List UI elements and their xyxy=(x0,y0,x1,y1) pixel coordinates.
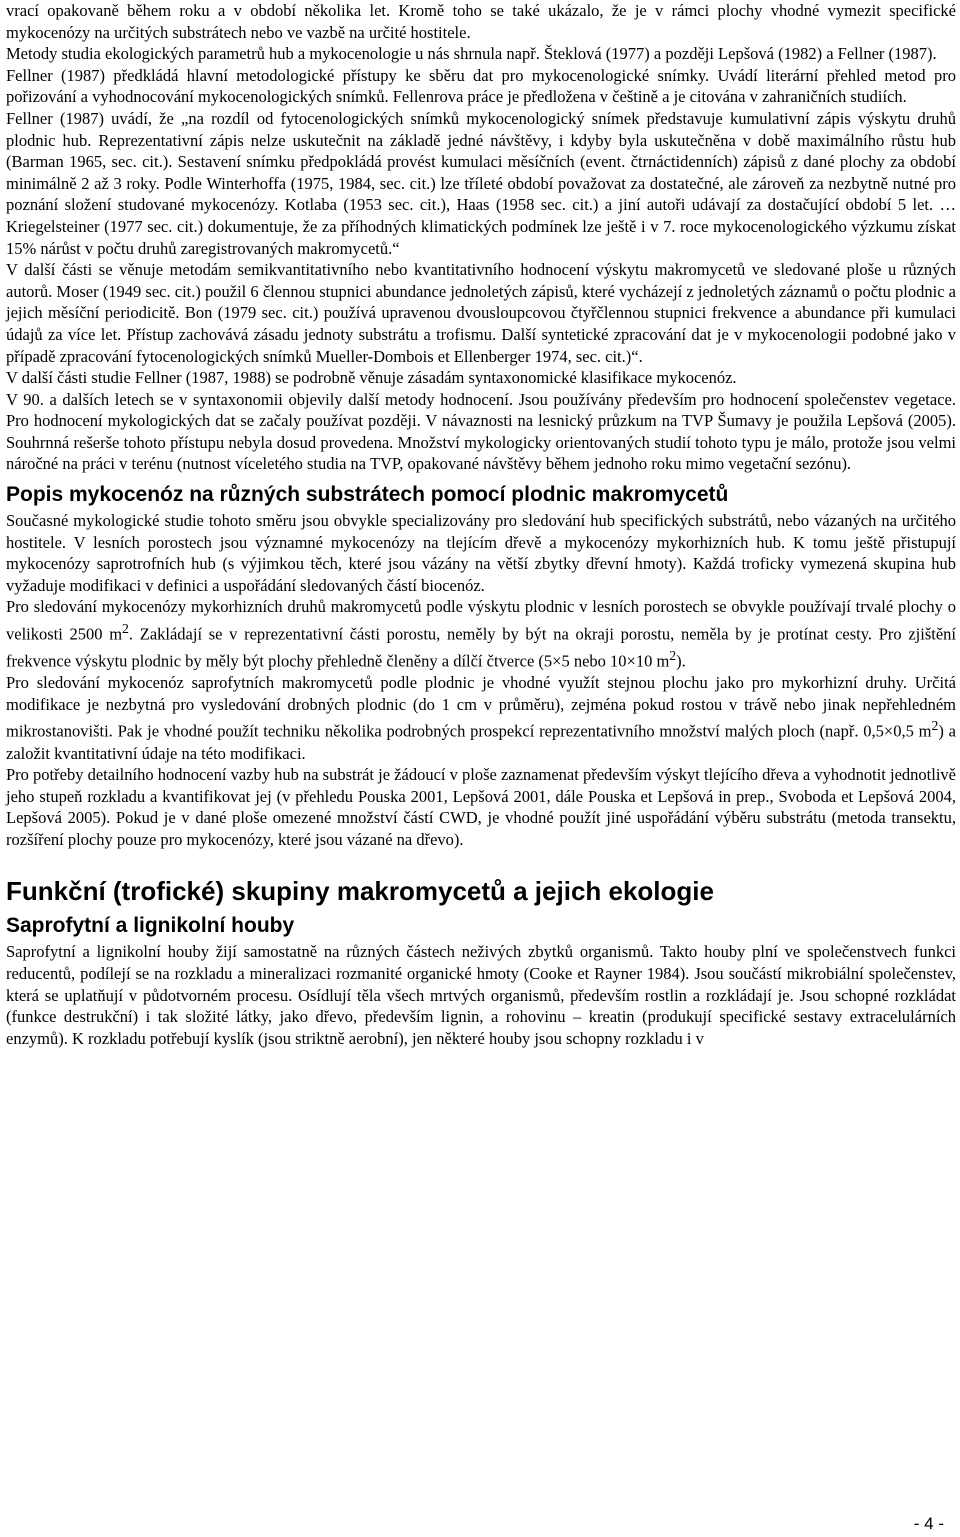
document-page xyxy=(6,0,956,1049)
superscript: 2 xyxy=(669,648,677,664)
superscript: 2 xyxy=(122,621,129,637)
subsection-heading: Saprofytní a lignikolní houby xyxy=(6,914,295,938)
superscript: 2 xyxy=(931,718,939,734)
text-run: ). xyxy=(676,651,686,671)
body-paragraph: Metody studia ekologických parametrů hub a mykocenologie u nás shrnula např. Šteklová (1977) a později Lepšová (1982) a Fellner (1987). xyxy=(6,44,937,64)
page-number: - 4 - xyxy=(913,1514,944,1533)
body-paragraph: Fellner (1987) předkládá hlavní metodologické přístupy ke sběru dat pro mykocenologické snímky. Uvádí literární přehled metod pro pořizování a vyhodnocování mykocenologických snímků. Fellenrova práce je předložena v češtině a je citována v zahraničních studiích. xyxy=(6,65,956,107)
body-paragraph: V další části se věnuje metodám semikvantitativního nebo kvantitativního hodnocení výskytu makromycetů ve sledované ploše u různých autorů. Moser (1949 sec. cit.) použil 6 člennou stupnici abundance jednoletých zápisů, které vycházejí z jednoletých záznamů o počtu plodnic a jejich měsíční periodicitě. Bon (1979 sec. cit.) používá upravenou dvousloupcovou čtyřčlennou stupnici frekvence a abundance při kumulaci údajů za více let. Přístup zachovává zásadu jednoty substrátu a trofismu. Další syntetické zpracování dat je v mykocenologii podobné jako v případě zpracování fytocenologických snímků Mueller-Dombois et Ellenberger 1974, sec. cit.)“. xyxy=(6,260,956,366)
body-paragraph: Současné mykologické studie tohoto směru jsou obvykle specializovány pro sledování hub specifických substrátů, nebo vázaných na určitého hostitele. V lesních porostech jsou významné mykocenózy na tlejícím dřevě a mykocenózy mykorhizních hub. K tomu ještě přistupují mykocenózy saprotrofních hub (s výjimkou těch, které jsou vázány na větší zbytky dřevní hmoty). Každá troficky vymezená skupina hub vyžaduje modifikaci v definici a uspořádání sledovaných částí biocenóz. xyxy=(6,511,956,595)
body-paragraph xyxy=(6,596,956,672)
section-heading: Popis mykocenóz na různých substrátech pomocí plodnic makromycetů xyxy=(6,483,729,507)
body-paragraph: Saprofytní a lignikolní houby žijí samostatně na různých částech neživých zbytků organismů. Takto houby plní ve společenstvech funkci reducentů, podílejí se na rozkladu a mineralizaci rozmanité organické hmoty (Cooke et Rayner 1984). Jsou součástí mikrobiální společenstev, která se uplatňují v půdotvorném procesu. Osídlují těla všech mrtvých organismů, především rostlin a rozkládají je. Jsou schopné rozkládat (funkce destrukční) i tak složité látky, jako dřevo, především lignin, a rohovinu – kreatin (produkují specifické sestavy extracelulárních enzymů). K rozkladu potřebují kyslík (jsou striktně aerobní), jen některé houby jsou schopny rozkladu i v xyxy=(6,942,956,1048)
text-run: Pro sledování mykocenózy mykorhizních druhů makromycetů podle výskytu plodnic v lesních porostech se obvykle používají trvalé plochy o velikosti 2500 m xyxy=(6,597,956,644)
body-paragraph xyxy=(6,672,956,764)
body-paragraph: vrací opakovaně během roku a v období několika let. Kromě toho se také ukázalo, že je v rámci plochy vhodné vymezit specifické mykocenózy na určitých substrátech nebo ve vazbě na určité hostitele. xyxy=(6,1,956,42)
body-paragraph: V další části studie Fellner (1987, 1988) se podrobně věnuje zásadám syntaxonomické klasifikace mykocenóz. xyxy=(6,368,737,388)
body-paragraph: Pro potřeby detailního hodnocení vazby hub na substrát je žádoucí v ploše zaznamenat především výskyt tlejícího dřeva a vyhodnotit jednotlivě jeho stupeň rozkladu a kvantifikovat jej (v přehledu Pouska 2001, Lepšová 2001, dále Pouska et Lepšová in prep., Svoboda et Lepšová 2004, Lepšová 2005). Pokud je v dané ploše omezené množství částí CWD, je vhodné použít jiné uspořádání výběru substrátu (metoda transektu, rozšíření plochy pouze pro mykocenózy, které jsou vázané na dřevo). xyxy=(6,765,956,849)
body-paragraph: V 90. a dalších letech se v syntaxonomii objevily další metody hodnocení. Jsou používány především pro hodnocení společenstev vegetace. Pro hodnocení mykologických dat se začaly používat později. V návaznosti na lesnický průzkum na TVP Šumavy je použila Lepšová (2005). Souhrnná rešerše tohoto přístupu nebyla dosud provedena. Množství mykologicky orientovaných studií tohoto typu je málo, protože jsou velmi náročné na práci v terénu (nutnost víceletého studia na TVP, opakované návštěvy během jednoho roku mimo vegetační sezónu). xyxy=(6,389,956,474)
chapter-heading: Funkční (trofické) skupiny makromycetů a jejich ekologie xyxy=(6,876,714,907)
body-paragraph: Fellner (1987) uvádí, že „na rozdíl od fytocenologických snímků mykocenologický snímek představuje kumulativní zápis výskytu druhů plodnic hub. Reprezentativní zápis nelze uskutečnit na základě jedné návštěvy, i kdyby byla uskutečněna v době maximálního růstu hub (Barman 1965, sec. cit.). Sestavení snímku předpokládá provést kumulaci měsíčních (event. čtrnáctidenních) zápisů z dané plochy za období minimálně 2 až 3 roky. Podle Winterhoffa (1975, 1984, sec. cit.) lze tříleté období považovat za dostatečné, ale zároveň za nezbytně nutné pro poznání složení studované mykocenózy. Kotlaba (1953 sec. cit.), Haas (1958 sec. cit.) a jiní autoři udávají za dostačující období 5 let. … Kriegelsteiner (1977 sec. cit.) dokumentuje, že za příhodných klimatických podmínek lze ještě i v 7. roce mykocenologického výzkumu získat 15% nárůst v počtu druhů zaregistrovaných makromycetů.“ xyxy=(6,108,956,258)
text-run: Pro sledování mykocenóz saprofytních makromycetů podle plodnic je vhodné využít stejnou plochu jako pro mykorhizní druhy. Určitá modifikace je nezbytná pro vysledování drobných plodnic (do 1 cm v průměru), zejména pokud rostou v trávě nebo jinak nepřehledném mikrostanovišti. Pak je vhodné použít techniku několika podrobných prospekcí reprezentativního množství malých ploch (např. 0,5×0,5 m xyxy=(6,673,956,741)
text-run: ) a založit kvantitativní údaje na této modifikaci. xyxy=(6,721,956,763)
text-run: . Zakládají se v reprezentativní části porostu, neměly by být na okraji porostu, neměla by je protínat cesty. Pro zjištění frekvence výskytu plodnic by měly být plochy přehledně členěny a dílčí čtverce (5×5 nebo 10×10 m xyxy=(6,624,956,671)
